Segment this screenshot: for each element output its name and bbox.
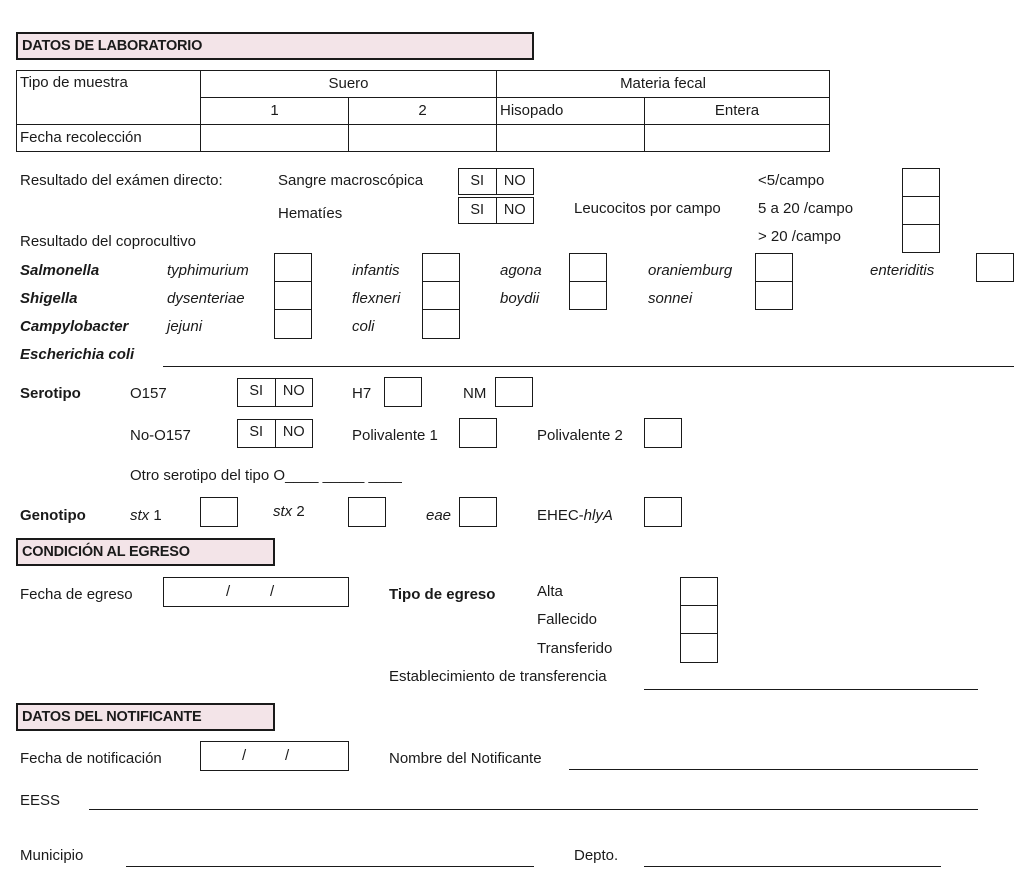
leucocitos-checkbox-2[interactable] — [902, 196, 940, 225]
jejuni-label: jejuni — [167, 318, 203, 335]
leucocitos-option-1: <5/campo — [758, 172, 825, 189]
flexneri-label: flexneri — [352, 290, 401, 307]
leucocitos-checkbox-1[interactable] — [902, 168, 940, 197]
sample-table — [16, 70, 830, 152]
infantis-checkbox[interactable] — [422, 253, 460, 282]
leucocitos-option-3: > 20 /campo — [758, 228, 841, 245]
ehec-label — [537, 507, 613, 525]
boydii-label: boydii — [500, 290, 540, 307]
o157-si-option[interactable]: SI — [249, 383, 264, 399]
sonnei-checkbox[interactable] — [755, 281, 793, 310]
sangre-label: Sangre macroscópica — [278, 172, 424, 189]
nombre-notificante-input-line[interactable] — [569, 769, 978, 770]
fecha-suero-1-field[interactable] — [201, 125, 349, 152]
section-header-notificante: DATOS DEL NOTIFICANTE — [16, 703, 275, 731]
salmonella-label: Salmonella — [20, 262, 100, 279]
oraniemburg-label: oraniemburg — [648, 262, 733, 279]
h7-label: H7 — [352, 385, 372, 402]
materia-fecal-header: Materia fecal — [497, 71, 830, 98]
polivalente2-checkbox[interactable] — [644, 418, 682, 448]
flexneri-checkbox[interactable] — [422, 281, 460, 310]
ehec-gene: hlyA — [583, 507, 613, 524]
o157-si-no[interactable] — [237, 378, 313, 407]
stx1-label — [130, 507, 162, 525]
jejuni-checkbox[interactable] — [274, 309, 312, 339]
hematies-si-no[interactable] — [458, 197, 534, 224]
shigella-label: Shigella — [20, 290, 78, 307]
eess-label: EESS — [20, 792, 61, 809]
alta-checkbox[interactable] — [680, 577, 718, 606]
sangre-si-option[interactable]: SI — [470, 173, 485, 189]
suero-col-2: 2 — [349, 98, 497, 125]
ecoli-label: Escherichia coli — [20, 346, 135, 363]
fecha-egreso-field[interactable] — [163, 577, 349, 607]
section-header-egreso: CONDICIÓN AL EGRESO — [16, 538, 275, 566]
stx1-number: 1 — [149, 507, 162, 524]
stx2-checkbox[interactable] — [348, 497, 386, 527]
entera-col: Entera — [645, 98, 830, 125]
typhimurium-checkbox[interactable] — [274, 253, 312, 282]
ehec-prefix: EHEC- — [537, 507, 584, 524]
stx1-gene: stx — [130, 507, 150, 524]
tipo-egreso-label: Tipo de egreso — [389, 586, 496, 603]
agona-checkbox[interactable] — [569, 253, 607, 282]
coli-label: coli — [352, 318, 375, 335]
fecha-recoleccion-label: Fecha recolección — [17, 125, 201, 152]
fecha-notificacion-slash-1: / — [242, 747, 247, 764]
infantis-label: infantis — [352, 262, 400, 279]
fecha-egreso-slash-2: / — [270, 583, 275, 600]
campylobacter-label: Campylobacter — [20, 318, 129, 335]
serotipo-label: Serotipo — [20, 385, 81, 402]
nm-label: NM — [463, 385, 487, 402]
o157-label: O157 — [130, 385, 167, 402]
enteriditis-checkbox[interactable] — [976, 253, 1014, 282]
dysenteriae-checkbox[interactable] — [274, 281, 312, 310]
fecha-hisopado-field[interactable] — [497, 125, 645, 152]
coli-checkbox[interactable] — [422, 309, 460, 339]
genotipo-label: Genotipo — [20, 507, 86, 524]
no-o157-no-option[interactable]: NO — [275, 420, 313, 447]
leucocitos-label: Leucocitos por campo — [574, 200, 721, 217]
sonnei-label: sonnei — [648, 290, 693, 307]
leucocitos-option-2: 5 a 20 /campo — [758, 200, 854, 217]
examen-directo-label: Resultado del exámen directo: — [20, 172, 223, 189]
fallecido-label: Fallecido — [537, 611, 598, 628]
depto-input-line[interactable] — [644, 866, 941, 867]
dysenteriae-label: dysenteriae — [167, 290, 245, 307]
typhimurium-label: typhimurium — [167, 262, 249, 279]
fecha-notificacion-label: Fecha de notificación — [20, 750, 162, 767]
agona-label: agona — [500, 262, 542, 279]
hematies-si-option[interactable]: SI — [470, 202, 485, 218]
fallecido-checkbox[interactable] — [680, 605, 718, 634]
eae-label: eae — [426, 507, 452, 524]
depto-label: Depto. — [574, 847, 619, 864]
transferido-label: Transferido — [537, 640, 613, 657]
nm-checkbox[interactable] — [495, 377, 533, 407]
fecha-entera-field[interactable] — [645, 125, 830, 152]
eess-input-line[interactable] — [89, 809, 978, 810]
o157-no-option[interactable]: NO — [275, 379, 313, 406]
fecha-suero-2-field[interactable] — [349, 125, 497, 152]
alta-label: Alta — [537, 583, 563, 600]
hematies-no-option[interactable]: NO — [496, 198, 534, 223]
hematies-label: Hematíes — [278, 205, 343, 222]
ecoli-input-line[interactable] — [163, 366, 1014, 367]
enteriditis-label: enteriditis — [870, 262, 935, 279]
sangre-no-option[interactable]: NO — [496, 169, 534, 194]
fecha-egreso-slash-1: / — [226, 583, 231, 600]
fecha-egreso-label: Fecha de egreso — [20, 586, 133, 603]
nombre-notificante-label: Nombre del Notificante — [389, 750, 542, 767]
transferido-checkbox[interactable] — [680, 633, 718, 663]
establecimiento-input-line[interactable] — [644, 689, 978, 690]
tipo-muestra-label: Tipo de muestra — [17, 71, 201, 125]
municipio-label: Municipio — [20, 847, 84, 864]
stx2-gene: stx — [273, 503, 293, 520]
establecimiento-label: Establecimiento de transferencia — [389, 668, 607, 685]
polivalente1-checkbox[interactable] — [459, 418, 497, 448]
fecha-notificacion-slash-2: / — [285, 747, 290, 764]
stx2-label — [273, 503, 305, 521]
hisopado-col: Hisopado — [497, 98, 645, 125]
sangre-si-no[interactable] — [458, 168, 534, 195]
polivalente1-label: Polivalente 1 — [352, 427, 438, 444]
h7-checkbox[interactable] — [384, 377, 422, 407]
suero-header: Suero — [201, 71, 497, 98]
coprocultivo-label: Resultado del coprocultivo — [20, 233, 196, 250]
ehec-checkbox[interactable] — [644, 497, 682, 527]
stx2-number: 2 — [292, 503, 305, 520]
no-o157-label: No-O157 — [130, 427, 191, 444]
boydii-checkbox[interactable] — [569, 281, 607, 310]
section-header-lab: DATOS DE LABORATORIO — [16, 32, 534, 60]
suero-col-1: 1 — [201, 98, 349, 125]
no-o157-si-no[interactable] — [237, 419, 313, 448]
stx1-checkbox[interactable] — [200, 497, 238, 527]
eae-checkbox[interactable] — [459, 497, 497, 527]
no-o157-si-option[interactable]: SI — [249, 424, 264, 440]
otro-serotipo-label[interactable]: Otro serotipo del tipo O____ _____ ____ — [130, 467, 402, 484]
oraniemburg-checkbox[interactable] — [755, 253, 793, 282]
leucocitos-checkbox-3[interactable] — [902, 224, 940, 253]
polivalente2-label: Polivalente 2 — [537, 427, 623, 444]
fecha-notificacion-field[interactable] — [200, 741, 349, 771]
municipio-input-line[interactable] — [126, 866, 534, 867]
